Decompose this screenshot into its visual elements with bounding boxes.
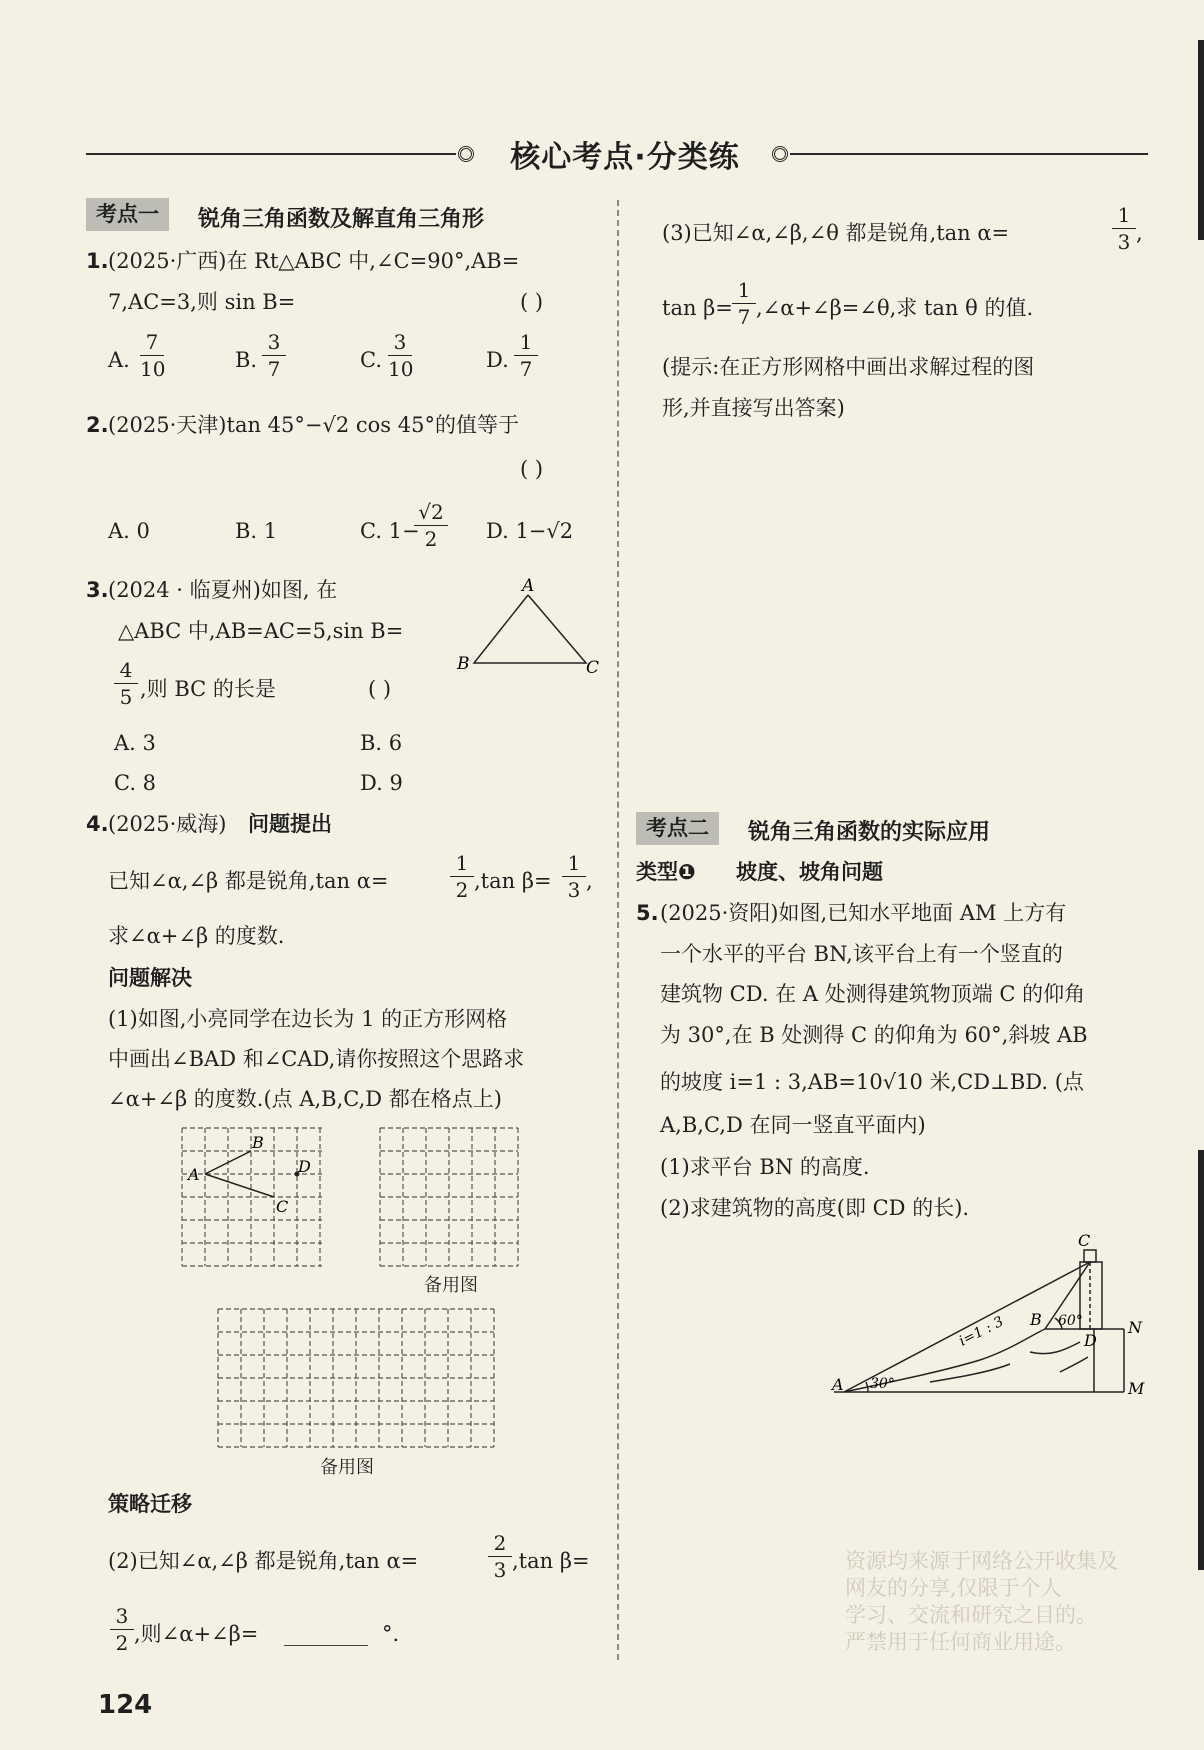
- q4-para-mid: ,tan β=: [512, 1549, 590, 1573]
- figure-caption: 备用图: [424, 1275, 478, 1296]
- option: C. 8: [114, 771, 157, 795]
- q3-fraction: $\frac{4}{5}$: [114, 660, 138, 707]
- q5-stem: 的坡度 i=1 : 3,AB=10√10 米,CD⊥BD. (点: [660, 1070, 1084, 1094]
- figure-label-a: A: [832, 1375, 844, 1394]
- q4-para-end: ,则∠α+∠β=: [134, 1622, 259, 1646]
- q4-fraction: $\frac{2}{3}$: [488, 1533, 512, 1580]
- option-label: B.: [235, 348, 258, 372]
- q4-part3: (3)已知∠α,∠β,∠θ 都是锐角,tan α=: [662, 221, 1010, 245]
- q4-para: ∠α+∠β 的度数.(点 A,B,C,D 都在格点上): [108, 1087, 502, 1111]
- option-label: A.: [108, 348, 130, 372]
- q2-stem: (2025·天津)tan 45°−√2 cos 45°的值等于: [108, 413, 519, 437]
- triangle-figure: [452, 575, 602, 675]
- answer-blank[interactable]: ________: [284, 1622, 368, 1646]
- q3-stem-line3: ,则 BC 的长是: [140, 677, 276, 701]
- option-fraction: $\frac{7}{10}$: [140, 330, 166, 381]
- question-number: 5.: [636, 901, 659, 925]
- option-fraction: $\frac{1}{7}$: [514, 332, 538, 379]
- answer-bracket: ( ): [520, 457, 544, 481]
- q4-line2: 求∠α+∠β 的度数.: [108, 924, 285, 948]
- slope-ratio: i=1 : 3: [956, 1313, 1007, 1350]
- q4-subheading: 问题提出: [248, 812, 332, 836]
- q5-stem: (2025·资阳)如图,已知水平地面 AM 上方有: [660, 901, 1067, 925]
- q4-fraction: $\frac{3}{2}$: [110, 1606, 134, 1653]
- q4-fraction: $\frac{1}{3}$: [562, 853, 586, 900]
- q3-stem: (2024 · 临夏州)如图, 在: [108, 578, 338, 602]
- angle-30: 30°: [870, 1376, 895, 1392]
- q4-para: (2)已知∠α,∠β 都是锐角,tan α=: [108, 1549, 419, 1573]
- q4-part3-line2: tan β=: [662, 296, 733, 320]
- watermark: 资源均来源于网络公开收集及 网友的分享,仅限于个人 学习、交流和研究之目的。 严禁用于任何商业用途。: [845, 1549, 1118, 1654]
- q4-para: 中画出∠BAD 和∠CAD,请你按照这个思路求: [108, 1047, 525, 1071]
- column-divider: [617, 200, 619, 1660]
- option: A. 0: [108, 519, 150, 543]
- option: D. 1−√2: [486, 519, 574, 543]
- hint: (提示:在正方形网格中画出求解过程的图: [662, 355, 1035, 379]
- q4-fraction: $\frac{1}{2}$: [450, 853, 474, 900]
- option: C. 1−: [360, 519, 420, 543]
- angle-60: 60°: [1058, 1313, 1083, 1329]
- page-edge-mark-lower: [1198, 1150, 1204, 1570]
- figure-label-c: C: [1078, 1232, 1091, 1250]
- grid-label-d: D: [298, 1157, 311, 1176]
- section-title: 锐角三角函数的实际应用: [748, 820, 991, 845]
- q3-stem-line2: △ABC 中,AB=AC=5,sin B=: [118, 619, 404, 643]
- hint: 形,并直接写出答案): [662, 396, 845, 420]
- degree-mark: °.: [382, 1622, 400, 1646]
- q1-stem-line2: 7,AC=3,则 sin B=: [108, 290, 296, 314]
- section-badge: 考点一: [86, 198, 169, 231]
- option: B. 6: [360, 731, 403, 755]
- q5-part: (1)求平台 BN 的高度.: [660, 1155, 870, 1179]
- section-badge: 考点二: [636, 812, 719, 845]
- grid-figures: [170, 1120, 530, 1270]
- figure-label-n: N: [1128, 1318, 1142, 1337]
- option-label: C.: [360, 348, 382, 372]
- option-label: D.: [486, 348, 509, 372]
- q5-stem: 一个水平的平台 BN,该平台上有一个竖直的: [660, 942, 1063, 966]
- section-title: 锐角三角函数及解直角三角形: [198, 207, 485, 232]
- spare-grid-large: [216, 1305, 496, 1451]
- q4-part3-line2-end: ,∠α+∠β=∠θ,求 tan θ 的值.: [756, 296, 1034, 320]
- grid-label-a: A: [188, 1165, 200, 1184]
- option-fraction: $\frac{3}{7}$: [262, 332, 286, 379]
- q5-stem: A,B,C,D 在同一竖直平面内): [660, 1113, 926, 1137]
- page-edge-mark: [1198, 40, 1204, 240]
- vertex-label-a: A: [522, 576, 535, 596]
- q4-line1-mid: ,tan β=: [474, 869, 552, 893]
- answer-bracket: ( ): [368, 677, 392, 701]
- header-ornament-left: [458, 146, 474, 162]
- q5-stem: 建筑物 CD. 在 A 处测得建筑物顶端 C 的仰角: [660, 982, 1086, 1006]
- q1-stem: (2025·广西)在 Rt△ABC 中,∠C=90°,AB=: [108, 249, 520, 273]
- type-label: 类型❶: [636, 860, 696, 884]
- q4-source: (2025·威海): [108, 812, 227, 836]
- vertex-label-c: C: [586, 658, 600, 675]
- question-number: 2.: [86, 413, 109, 437]
- answer-bracket: ( ): [520, 290, 544, 314]
- question-number: 1.: [86, 249, 109, 273]
- page-title: 核心考点·分类练: [510, 140, 740, 175]
- option: B. 1: [235, 519, 278, 543]
- header-rule-left: [86, 153, 456, 155]
- q4-part3-fraction: $\frac{1}{7}$: [732, 280, 756, 327]
- q4-line1: 已知∠α,∠β 都是锐角,tan α=: [108, 869, 389, 893]
- q5-part: (2)求建筑物的高度(即 CD 的长).: [660, 1196, 970, 1220]
- grid-label-b: B: [252, 1133, 264, 1152]
- option-fraction: $\frac{3}{10}$: [388, 330, 414, 381]
- q4-subheading: 问题解决: [108, 966, 192, 990]
- slope-figure: [830, 1232, 1160, 1402]
- page-number: 124: [98, 1690, 153, 1720]
- figure-caption: 备用图: [320, 1457, 374, 1478]
- figure-label-d: D: [1084, 1331, 1097, 1350]
- question-number: 4.: [86, 812, 109, 836]
- header-ornament-right: [772, 146, 788, 162]
- q4-subheading: 策略迁移: [108, 1492, 192, 1516]
- option: A. 3: [114, 731, 156, 755]
- question-number: 3.: [86, 578, 109, 602]
- q5-stem: 为 30°,在 B 处测得 C 的仰角为 60°,斜坡 AB: [660, 1023, 1088, 1047]
- option: D. 9: [360, 771, 403, 795]
- option-fraction: $\frac{√2}{2}$: [414, 502, 448, 549]
- figure-label-b: B: [1030, 1310, 1042, 1329]
- figure-label-m: M: [1128, 1379, 1145, 1398]
- q4-line1-end: ,: [586, 869, 593, 893]
- q4-part3-fraction: $\frac{1}{3}$: [1112, 205, 1136, 252]
- q4-part3-comma: ,: [1136, 221, 1143, 245]
- header-rule-right: [790, 153, 1148, 155]
- q4-para: (1)如图,小亮同学在边长为 1 的正方形网格: [108, 1007, 508, 1031]
- vertex-label-b: B: [457, 654, 470, 674]
- type-title: 坡度、坡角问题: [736, 860, 883, 884]
- grid-label-c: C: [276, 1197, 289, 1216]
